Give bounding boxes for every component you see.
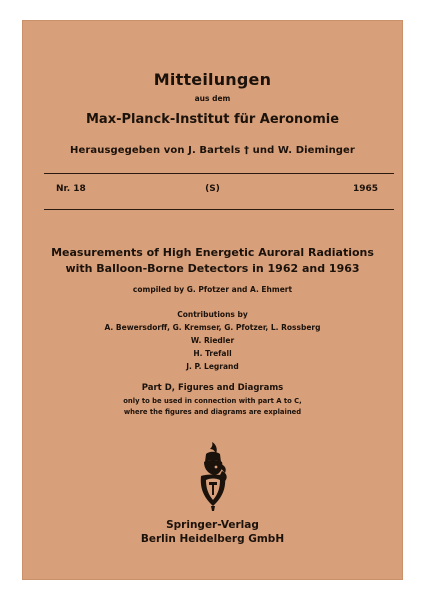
springer-knight-logo-icon xyxy=(192,440,234,512)
title-line-1: Measurements of High Energetic Auroral Radiations xyxy=(51,246,374,259)
part-note-line-2: where the figures and diagrams are explained xyxy=(123,408,302,416)
institute-name: Max-Planck-Institut für Aeronomie xyxy=(85,112,340,127)
contributions-heading: Contributions by xyxy=(177,310,248,319)
issue-number: Nr. 18 xyxy=(56,184,86,194)
title-line-2: with Balloon-Borne Detectors in 1962 and 1963 xyxy=(65,262,360,275)
book-cover xyxy=(22,20,403,580)
editors-line: Herausgegeben von J. Bartels † und W. Dieminger xyxy=(70,145,355,156)
series-title: Mitteilungen xyxy=(153,70,272,89)
issue-year: 1965 xyxy=(352,184,378,194)
bottom-divider xyxy=(44,209,394,210)
contributor-line: A. Bewersdorff, G. Kremser, G. Pfotzer, L. Rossberg xyxy=(104,323,321,332)
contributor-line: J. P. Legrand xyxy=(186,362,239,371)
issue-row xyxy=(22,184,403,198)
issue-series: (S) xyxy=(205,184,220,194)
contributor-line: H. Trefall xyxy=(193,349,232,358)
publisher-location: Berlin Heidelberg GmbH xyxy=(140,533,285,545)
publisher-name: Springer-Verlag xyxy=(166,519,259,531)
part-note-line-1: only to be used in connection with part A to C, xyxy=(123,397,302,405)
part-title: Part D, Figures and Diagrams xyxy=(141,383,284,393)
contributor-line: W. Riedler xyxy=(190,336,235,345)
compiled-by: compiled by G. Pfotzer and A. Ehmert xyxy=(132,285,293,294)
from-label: aus dem xyxy=(194,94,231,103)
top-divider xyxy=(44,173,394,174)
